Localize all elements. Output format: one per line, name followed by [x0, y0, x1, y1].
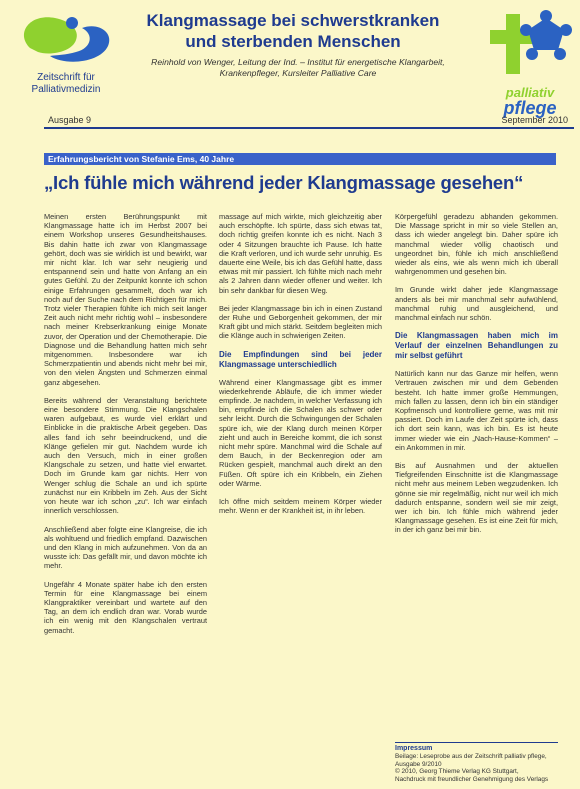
impressum-heading: Impressum: [395, 745, 433, 752]
journal-name: [10, 72, 122, 96]
issue-number: Ausgabe 9: [48, 115, 92, 125]
text-column-1: [44, 212, 207, 644]
paragraph: Bis auf Ausnahmen und der aktuellen Tiefgreifenden Einschnitte ist die Klangmassage nicht mehr aus meinem Leben wegzudenken. Ich gönne sie mir regelmäßig, nicht nur weil ich mich dadurch entspanne, sondern weil sie mir zeigt, wer ich bin. Ich fühle mich während jeder Klangmassage gesehen. Es ist eine Zeit für mich, in der ich ganz bei mir bin.: [395, 461, 558, 535]
section-heading: Die Klangmassagen haben mich im Verlauf der einzelnen Behandlungen zu mir selbst geführt: [395, 331, 558, 361]
journal-name-line1: Zeitschrift für: [37, 72, 95, 83]
article-headline: „Ich fühle mich während jeder Klangmassage gesehen“: [44, 172, 524, 193]
paragraph: Meinen ersten Berührungspunkt mit Klangmassage hatte ich im Herbst 2007 bei einem Workshop unseres Gesundheitshauses. Bis dahin hatte ich zwar von Klangmassage gehört, doch was sie wirklich ist und bewirkt, war mir nicht klar. Ich war sehr neugierig und entspannend sein und hatte von Anfang an ein gutes Gefühl. Zu der Zeitpunkt konnte ich schon einige Erfahrungen gesammelt, doch war ich noch auf der Suche nach dem Richtigen für mich. Trotz vieler Therapien fühlte ich mich seit langer Zeit auch nicht mehr richtig wohl – insbesondere nach meiner Krebserkrankung einige Monate zuvor, der Operation und der Chemotherapie. Die Diagnose und die Behandlung hatten mich sehr mitgenommen. Insbesondere war ich Schmerzpatientin und abends nicht mehr bei mir, von den vielen Ängsten und Schmerzen einmal ganz abgesehen.: [44, 212, 207, 387]
text-column-2: [219, 212, 382, 524]
paragraph: Körpergefühl geradezu abhanden gekommen. Die Massage spricht in mir so viele Stellen an, dass ich wieder angelegt bin. Daher spüre ich manchmal wieder völlig chaotisch und ungeordnet bin, fühle ich mich anschließend wieder als eins, wie als wenn mich ich überall wahrgenommen und gesehen bin.: [395, 212, 558, 277]
journal-name-line2: Palliativmedizin: [31, 84, 101, 95]
author-credit: [138, 57, 458, 79]
paragraph: Bei jeder Klangmassage bin ich in einen Zustand der Ruhe und Geborgenheit gekommen, der mir Kraft gibt und mich stärkt. Seitdem begleiten mich die Klänge auch in schwierigen Zeiten.: [219, 303, 382, 341]
header-divider: [44, 127, 574, 129]
paragraph: Bereits während der Veranstaltung berichtete eine besondere Stimmung. Die Klangschalen waren aufgebaut, es wurde viel erklärt und Einblicke in die praktische Arbeit gegeben. Das alles fand ich sehr beeindruckend, und die Klänge gefielen mir gut. Nachdem wurde ich auch den Versuch, mich in einer großen Klangschale zu setzen, und hatte viel erwartet. Doch im Grunde kam gar nichts. Herr von Wenger schlug die Schale an und ich spürte zunächst nur ein Kribbeln im Zeh. Aus der Sicht von heute war ich schon „zu“. Ich war einfach innerlich verschlossen.: [44, 395, 207, 516]
paragraph: Ich öffne mich seitdem meinem Körper wieder mehr. Wenn er der Krankheit ist, in ihr leben.: [219, 497, 382, 516]
report-banner: Erfahrungsbericht von Stefanie Ems, 40 Jahre: [44, 153, 556, 165]
impressum-box: [395, 742, 558, 784]
brand-palliativ: palliativ: [505, 85, 555, 100]
page-title: [128, 10, 458, 52]
impressum-line: Nachdruck mit freundlicher Genehmigung des Verlags: [395, 776, 549, 784]
paragraph: Im Grunde wirkt daher jede Klangmassage anders als bei mir manchmal sehr aufwühlend, manchmal ruhig und ausgleichend, und manchmal einfach nur schön.: [395, 285, 558, 323]
brand-pflege: pflege: [503, 98, 557, 118]
issue-date: September 2010: [501, 115, 568, 125]
paragraph: massage auf mich wirkte, mich gleichzeitig aber auch erschöpfte. Ich spürte, dass sich etwas tat, doch richtig greifen konnte ich es nicht. Nach 3 oder 4 Sitzungen brauchte ich Pause. Ich hatte die Kraft verloren, und ich wurde sehr unruhig. Es dauerte eine Weile, bis ich das Gefühl hatte, dass etwas mit mir passiert. Ich fühlte mich nach mehr als 2 Jahren dann wieder offener und weiter. Ich bin sehr dankbar für diesen Weg.: [219, 212, 382, 295]
paragraph: Ungefähr 4 Monate später habe ich den ersten Termin für eine Klangmassage bei einem Klangpraktiker vereinbart und wartete auf den Tag, an dem ich endlich dran war. Vorab wurde ich ein wenig mit den Klangschalen vertraut gemacht.: [44, 579, 207, 635]
title-line1: Klangmassage bei schwerstkranken: [146, 11, 440, 30]
impressum-line: © 2010, Georg Thieme Verlag KG Stuttgart,: [395, 768, 519, 776]
section-heading: Die Empfindungen sind bei jeder Klangmassage unterschiedlich: [219, 349, 382, 369]
journal-logo-icon: [10, 8, 122, 70]
author-line1: Reinhold von Wenger, Leitung der Ind. – Institut für energetische Klangarbeit,: [151, 57, 445, 67]
text-column-3: [395, 212, 558, 544]
impressum-line: Ausgabe 9/2010: [395, 760, 442, 768]
palliativ-pflege-logo-icon: [488, 8, 572, 84]
title-line2: und sterbenden Menschen: [185, 32, 401, 51]
paragraph: Natürlich kann nur das Ganze mir helfen, wenn Vertrauen zwischen mir und dem Gebenden besteht. Ich hatte immer große Hemmungen, mich fallen zu lassen, denn ich bin ein ständiger Kopfmensch und kontrolliere gerne, was mit mir passiert. Doch im Laufe der Zeit spürte ich, dass ich dort sein kann, was ich bin. Es ist heute immer wieder wie ein „Nach-Hause-Kommen“ – ein Ankommen in mir.: [395, 369, 558, 452]
paragraph: Während einer Klangmassage gibt es immer wiederkehrende Abläufe, die ich immer wieder empfinde. Je nachdem, in welcher Verfassung ich bin, empfinde ich die Schalen als schwer oder sehr leicht. Durch die Schwingungen der Schalen spüre ich, wie der Klang durch meinen Körper zieht und auch in Bereiche kommt, die ich sonst nicht mehr spüre. Manchmal wird die Schale auf dem Bauch, in der Beckenregion oder am Rücken gespielt, manchmal auch direkt an den Füßen. Oft spüre ich ein Kribbeln, ein Ziehen oder Wärme.: [219, 377, 382, 488]
impressum-line: Beilage: Leseprobe aus der Zeitschrift palliativ pflege,: [395, 752, 547, 760]
paragraph: Anschließend aber folgte eine Klangreise, die ich als wohltuend und friedlich empfand. Dazwischen und den Klang in mich aufzunehmen. Von da an wusste ich: Das gefällt mir, und davon möchte ich mehr.: [44, 524, 207, 571]
author-line2: Krankenpfleger, Kursleiter Palliative Care: [219, 68, 377, 78]
